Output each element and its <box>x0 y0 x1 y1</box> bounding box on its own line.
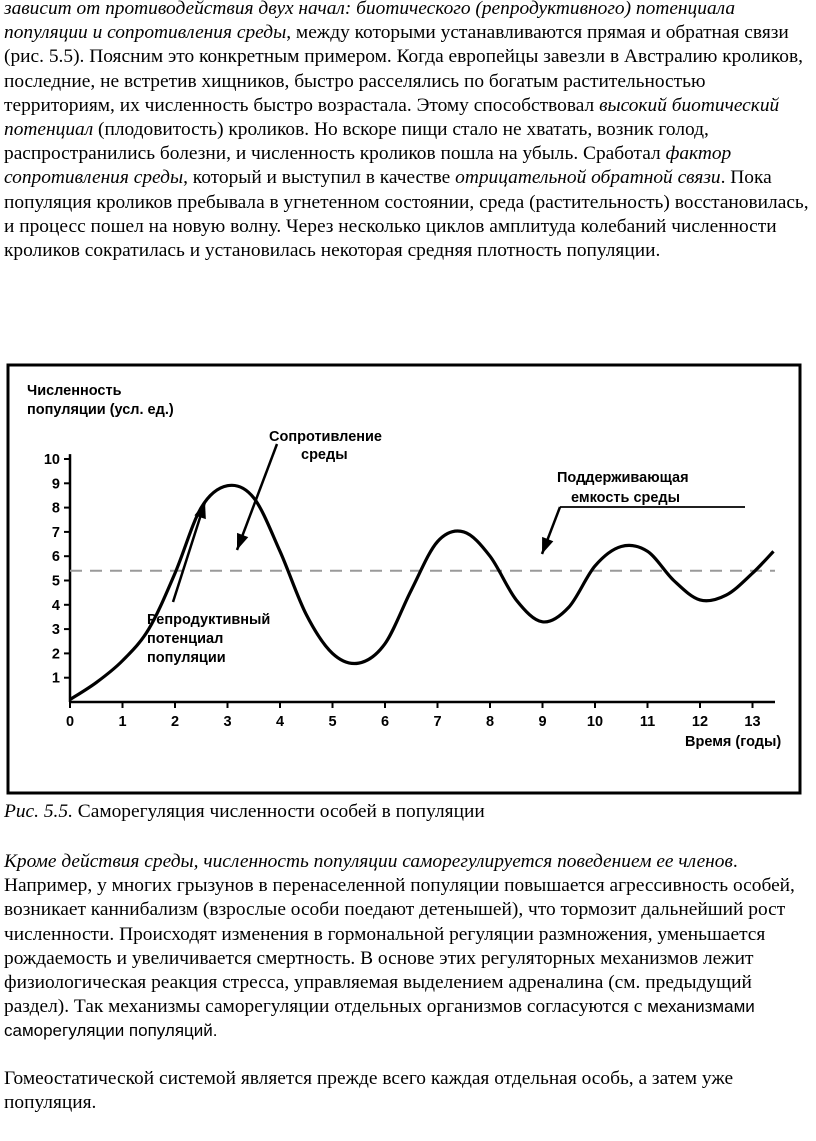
x-tick-label: 1 <box>118 714 127 730</box>
x-tick-label: 8 <box>485 714 495 730</box>
y-tick-label: 5 <box>51 573 60 590</box>
y-tick-label: 6 <box>51 549 60 566</box>
y-axis-label-1: Численность <box>27 383 122 399</box>
annot-capacity-1: Поддерживающая <box>557 470 689 486</box>
population-figure <box>5 362 803 796</box>
annotation-arrows <box>173 444 745 602</box>
resistance-arrow-head <box>237 533 248 550</box>
annot-potential-3: популяции <box>147 650 226 666</box>
y-tick-label: 10 <box>43 452 60 468</box>
x-tick-label: 11 <box>639 714 656 730</box>
paragraph1-run: отрицательной обратной связи <box>455 167 721 189</box>
caption-text: Саморегуляция численности особей в популяции <box>72 801 485 822</box>
paragraph-homeostasis: Гомеостатической системой является прежде всего каждая отдельная особь, а затем уже популяция. <box>4 1068 734 1114</box>
paragraph1-run: (плодовитость) кроликов. Но вскоре пищи стало не хватать, возник голод, распространились болезни, и численность кроликов пошла на убыль. Сработал <box>4 119 709 165</box>
x-tick-label: 12 <box>691 714 709 730</box>
x-tick-label: 0 <box>65 714 75 730</box>
y-tick-label: 1 <box>51 670 60 687</box>
paragraph1-run: фактор сопротивления среды <box>4 143 732 189</box>
y-tick-label: 3 <box>51 622 60 639</box>
x-tick-label: 13 <box>744 714 761 730</box>
paragraph2-run: . Например, у многих грызунов в перенаселенной популяции повышается агрессивность особей, возникает каннибализм (взрослые особи поедают детенышей), что тормозит дальнейший рост численности. Происходят изменения в гормональной регуляции размножения, уменьшается рождаемость и увеличивается смертность. В основе этих регуляторных механизмов лежит физиологическая реакция стресса, управляемая выделением адреналина (см. предыдущий раздел). Так механизмы саморегуляции отдельных организмов согласуются с <box>4 851 795 1018</box>
y-axis-label-2: популяции (усл. ед.) <box>27 402 174 418</box>
y-tick-label: 2 <box>51 646 60 663</box>
x-tick-label: 10 <box>586 714 604 730</box>
x-tick-label: 3 <box>223 714 232 730</box>
paragraph1-run: , между которыми устанавливаются прямая и обратная связи (рис. 5.5). Поясним это конкретным примером. Когда европейцы завезли в Австралию кроликов, последние, не встретив хищников, быстро расселялись по богатым растительностью территориям, их численность быстро возрастала. Этому способствовал <box>4 22 803 116</box>
paragraph1-run: зависит от противодействия двух начал: биотического (репродуктивного) потенциала популяции и сопротивления среды <box>4 0 736 44</box>
x-tick-label: 6 <box>380 714 390 730</box>
capacity-arrow-head <box>542 537 553 554</box>
caption-label: Рис. 5.5. <box>4 801 73 822</box>
annot-capacity-2: емкость среды <box>571 490 681 506</box>
y-tick-label: 9 <box>51 476 60 493</box>
paragraph-self-regulation <box>4 850 810 1044</box>
x-tick-label: 5 <box>328 714 337 730</box>
figure-frame <box>8 365 800 793</box>
annot-potential-1: Репродуктивный <box>147 612 271 628</box>
annot-resistance-1: Сопротивление <box>269 429 382 445</box>
x-tick-label: 9 <box>538 714 547 730</box>
paragraph1-run: , который и выступил в качестве <box>183 167 456 189</box>
x-tick-label: 4 <box>275 714 285 730</box>
paragraph1-run: высокий биотический потенциал <box>4 94 780 141</box>
x-tick-label: 2 <box>170 714 180 730</box>
paragraph2-run: механизмами саморегуляции популяций. <box>4 997 755 1041</box>
paragraph1-run: . Пока популяция кроликов пребывала в угнетенном состоянии, среда (растительность) восстановилась, и процесс пошел на новую волну. Через несколько циклов амплитуда колебаний численности кроликов сократилась и установилась некоторая средняя плотность популяции. <box>4 167 809 262</box>
annot-potential-2: потенциал <box>147 631 224 647</box>
y-tick-label: 8 <box>51 500 60 517</box>
x-tick-label: 7 <box>433 714 442 730</box>
y-tick-label: 4 <box>51 597 60 614</box>
annot-resistance-2: среды <box>301 447 348 463</box>
figure-caption <box>4 800 810 824</box>
y-tick-label: 7 <box>51 524 60 541</box>
x-axis-label: Время (годы) <box>685 734 782 750</box>
paragraph2-run: Кроме действия среды, численность популяции саморегулируется поведением ее членов <box>4 851 733 872</box>
paragraph-intro <box>4 0 810 263</box>
